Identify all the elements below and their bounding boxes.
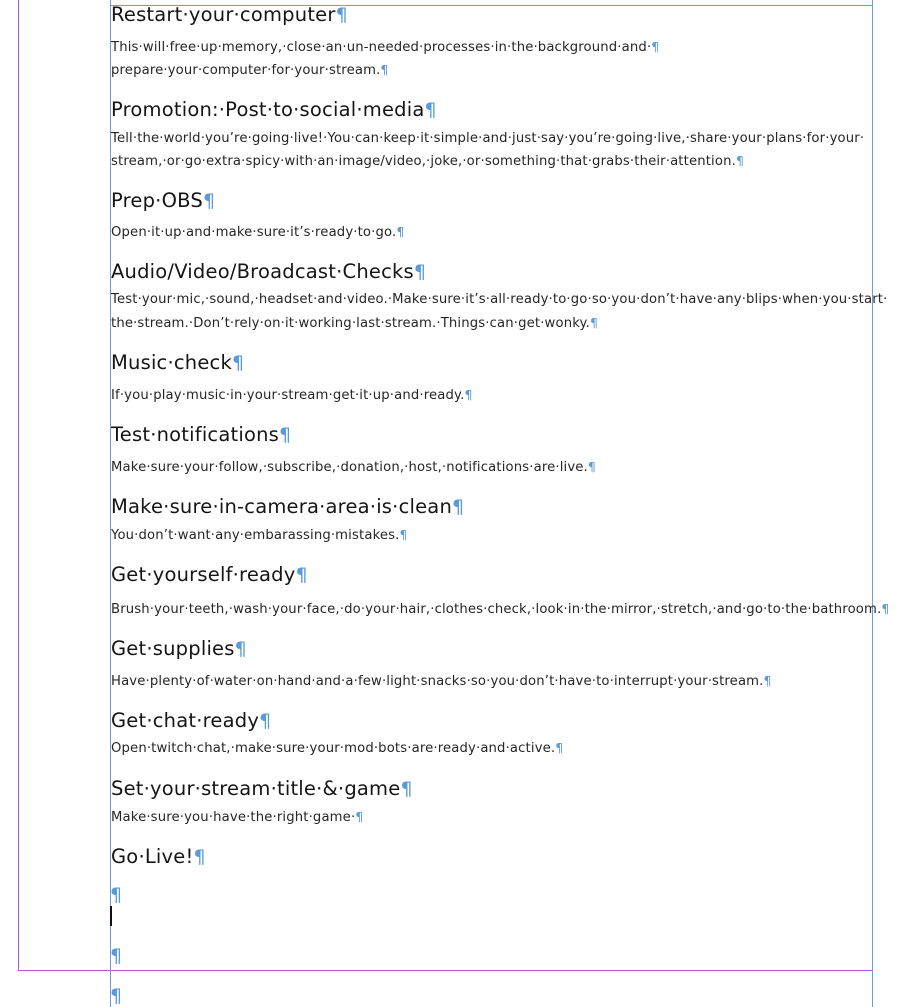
pilcrow-mark: ¶ [413, 261, 427, 283]
section-body-line[interactable]: If·you·play·music·in·your·stream·get·it·up·and·ready.¶ [111, 387, 473, 403]
pilcrow-mark: ¶ [335, 4, 348, 26]
empty-paragraph-mark: ¶ [110, 945, 123, 967]
empty-paragraph-mark: ¶ [110, 985, 123, 1007]
section-heading[interactable]: Music·check¶ [111, 351, 245, 374]
section-body-line[interactable]: Make·sure·your·follow,·subscribe,·donation,·host,·notifications·are·live.¶ [111, 459, 597, 475]
section-heading[interactable]: Get·supplies¶ [111, 637, 247, 660]
section-body-line[interactable]: the·stream.·Don’t·rely·on·it·working·last·stream.·Things·can·get·wonky.¶ [111, 315, 599, 331]
section-heading[interactable]: Restart·your·computer¶ [111, 3, 348, 26]
pilcrow-mark: ¶ [380, 62, 389, 77]
section-body-line[interactable]: Have·plenty·of·water·on·hand·and·a·few·light·snacks·so·you·don’t·have·to·interrupt·your·stream.¶ [111, 673, 772, 689]
pilcrow-mark: ¶ [452, 496, 465, 518]
pilcrow-mark: ¶ [295, 564, 308, 586]
pilcrow-mark: ¶ [651, 39, 660, 54]
pilcrow-mark: ¶ [763, 673, 772, 688]
pilcrow-mark: ¶ [355, 809, 364, 824]
pilcrow-mark: ¶ [881, 601, 890, 616]
empty-paragraph-mark: ¶ [110, 884, 123, 906]
section-body-line[interactable]: prepare·your·computer·for·your·stream.¶ [111, 62, 389, 78]
pilcrow-mark: ¶ [400, 778, 413, 800]
section-heading[interactable]: Test·notifications¶ [111, 423, 292, 446]
pilcrow-mark: ¶ [202, 190, 216, 212]
section-heading[interactable]: Make·sure·in-camera·area·is·clean¶ [111, 495, 465, 518]
section-heading[interactable]: Go·Live!¶ [111, 845, 206, 868]
pilcrow-mark: ¶ [259, 710, 272, 732]
section-heading[interactable]: Set·your·stream·title·&·game¶ [111, 777, 413, 800]
section-body-line[interactable]: Open·it·up·and·make·sure·it’s·ready·to·go.¶ [111, 224, 405, 240]
text-cursor [110, 906, 112, 926]
pilcrow-mark: ¶ [464, 387, 473, 402]
section-body-line[interactable]: Test·your·mic,·sound,·headset·and·video.·Make·sure·it’s·all·ready·to·go·so·you·don’t·have·any·blips·when·you·start· [111, 292, 888, 307]
pilcrow-mark: ¶ [193, 846, 206, 868]
section-body-line[interactable]: Brush·your·teeth,·wash·your·face,·do·your·hair,·clothes·check,·look·in·the·mirror,·stretch,·and·go·to·the·bathroom.¶ [111, 601, 890, 617]
section-body-line[interactable]: This·will·free·up·memory,·close·an·un-needed·processes·in·the·background·and·¶ [111, 39, 660, 55]
section-body-line[interactable]: stream,·or·go·extra·spicy·with·an·image/video,·joke,·or·something·that·grabs·their·attention.¶ [111, 153, 745, 169]
pilcrow-mark: ¶ [231, 352, 245, 374]
section-body-line[interactable]: Open·twitch·chat,·make·sure·your·mod·bots·are·ready·and·active.¶ [111, 740, 564, 756]
section-heading[interactable]: Prep·OBS¶ [111, 189, 216, 212]
section-body-line[interactable]: You·don’t·want·any·embarassing·mistakes.¶ [111, 527, 408, 543]
pilcrow-mark: ¶ [234, 638, 247, 660]
pilcrow-mark: ¶ [396, 224, 405, 239]
pilcrow-mark: ¶ [735, 153, 745, 168]
text-frame-right-edge [872, 0, 873, 1007]
section-heading[interactable]: Get·chat·ready¶ [111, 709, 272, 732]
pilcrow-mark: ¶ [399, 527, 408, 542]
section-body-line[interactable]: Tell·the·world·you’re·going·live!·You·can·keep·it·simple·and·just·say·you’re·going·live,·share·your·plans·for·your· [111, 131, 865, 146]
section-heading[interactable]: Get·yourself·ready¶ [111, 563, 308, 586]
pilcrow-mark: ¶ [587, 459, 597, 474]
pilcrow-mark: ¶ [589, 315, 599, 330]
margin-guide-bottom [18, 970, 873, 971]
section-heading[interactable]: Audio/Video/Broadcast·Checks¶ [111, 260, 427, 283]
section-heading[interactable]: Promotion:·Post·to·social·media¶ [111, 98, 437, 121]
pilcrow-mark: ¶ [555, 740, 564, 755]
pilcrow-mark: ¶ [279, 424, 292, 446]
section-body-line[interactable]: Make·sure·you·have·the·right·game·¶ [111, 809, 364, 825]
margin-guide-left [18, 0, 19, 971]
pilcrow-mark: ¶ [424, 99, 437, 121]
